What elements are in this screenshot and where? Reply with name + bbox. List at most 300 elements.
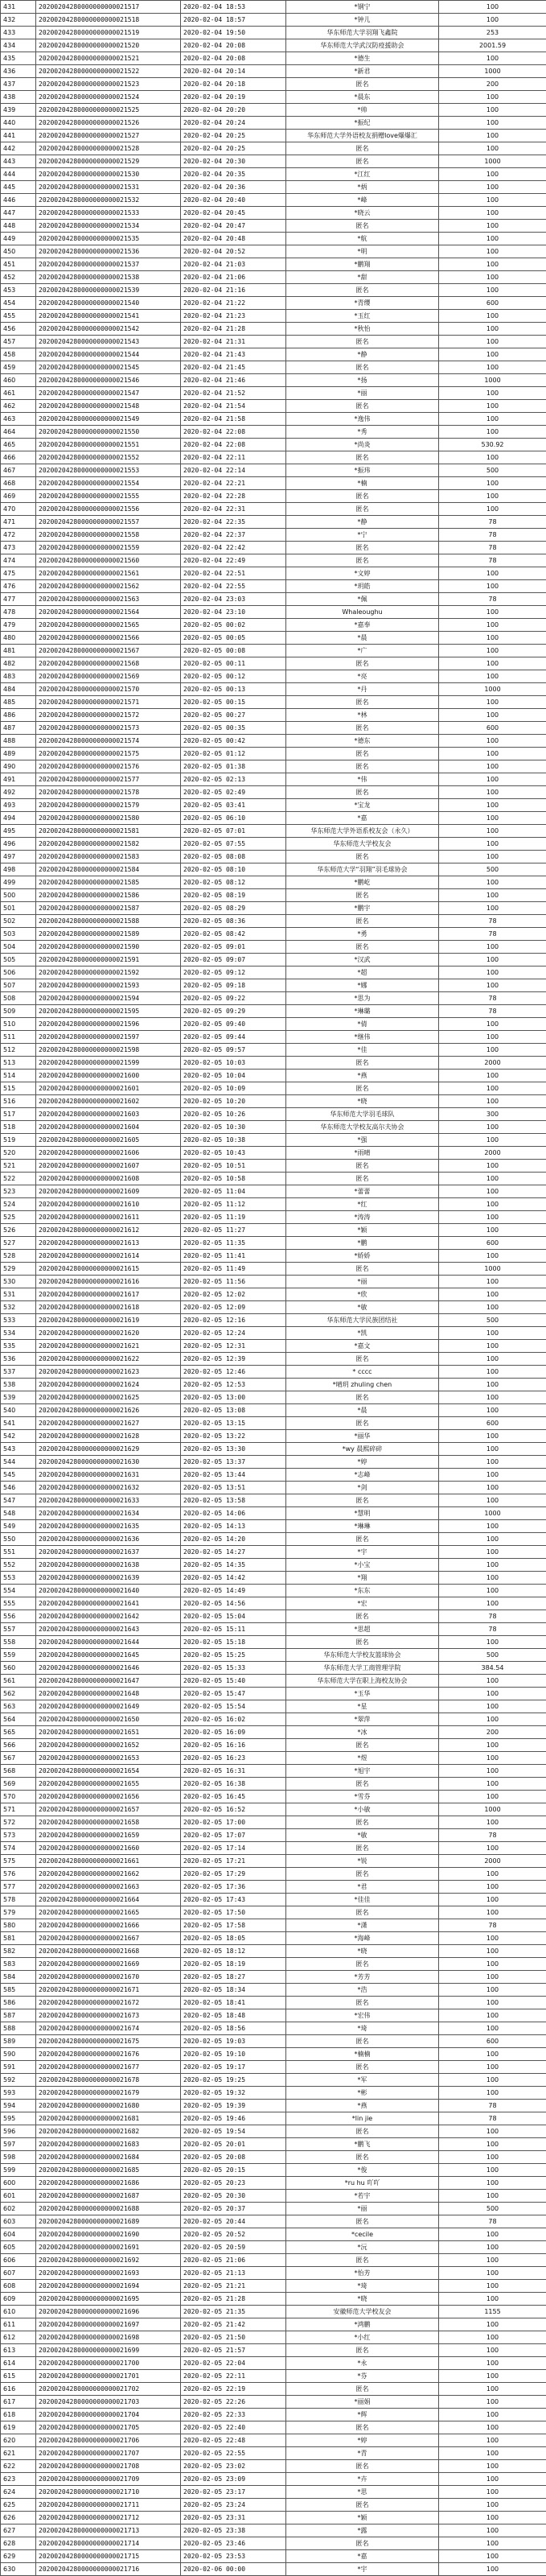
row-number: 489: [1, 748, 36, 760]
donation-amount: 100: [439, 1700, 546, 1713]
donation-time: 2020-02-04 21:43: [181, 348, 286, 361]
row-number: 455: [1, 310, 36, 323]
donation-amount: 100: [439, 1430, 546, 1443]
donation-amount: 100: [439, 1250, 546, 1263]
table-row: [1, 1868, 546, 1881]
order-number: 20200204280000000000021557: [36, 516, 181, 529]
donor-name: *芳芳: [286, 1971, 439, 1984]
donation-amount: 100: [439, 1018, 546, 1031]
order-number: 20200204280000000000021562: [36, 580, 181, 593]
row-number: 436: [1, 65, 36, 78]
table-row: [1, 812, 546, 825]
donation-amount: 100: [439, 2151, 546, 2164]
row-number: 466: [1, 451, 36, 464]
table-row: [1, 1198, 546, 1211]
table-row: [1, 1005, 546, 1018]
donation-amount: 100: [439, 1160, 546, 1173]
donation-amount: 100: [439, 1134, 546, 1147]
donation-amount: 1000: [439, 1263, 546, 1276]
order-number: 20200204280000000000021540: [36, 297, 181, 310]
donor-name: *卉: [286, 2473, 439, 2486]
donation-time: 2020-02-04 22:28: [181, 490, 286, 503]
donation-time: 2020-02-05 18:27: [181, 1971, 286, 1984]
order-number: 20200204280000000000021592: [36, 967, 181, 979]
row-number: 509: [1, 1005, 36, 1018]
donor-name: *晓云: [286, 207, 439, 220]
donation-time: 2020-02-05 08:08: [181, 851, 286, 863]
table-row: [1, 464, 546, 477]
donor-name: *楠: [286, 477, 439, 490]
order-number: 20200204280000000000021595: [36, 1005, 181, 1018]
table-row: [1, 1572, 546, 1585]
donation-time: 2020-02-04 21:45: [181, 361, 286, 374]
table-row: [1, 1662, 546, 1675]
table-row: [1, 104, 546, 117]
row-number: 560: [1, 1662, 36, 1675]
donor-name: *楠楠: [286, 2048, 439, 2061]
table-row: [1, 1160, 546, 1173]
donation-amount: 100: [439, 632, 546, 645]
row-number: 627: [1, 2524, 36, 2537]
donation-time: 2020-02-04 20:14: [181, 65, 286, 78]
row-number: 511: [1, 1031, 36, 1044]
donation-amount: 100: [439, 2344, 546, 2357]
row-number: 605: [1, 2241, 36, 2254]
donation-time: 2020-02-04 21:06: [181, 271, 286, 284]
table-row: [1, 1443, 546, 1456]
donation-amount: 100: [439, 426, 546, 439]
donation-amount: 100: [439, 1469, 546, 1482]
table-row: [1, 348, 546, 361]
order-number: 20200204280000000000021645: [36, 1649, 181, 1662]
order-number: 20200204280000000000021553: [36, 464, 181, 477]
donor-name: *钢宁: [286, 1, 439, 14]
donor-name: 匿名: [286, 1494, 439, 1507]
order-number: 20200204280000000000021632: [36, 1482, 181, 1494]
order-number: 20200204280000000000021607: [36, 1160, 181, 1173]
table-row: [1, 387, 546, 400]
table-row: [1, 2344, 546, 2357]
donor-name: *尚炎: [286, 439, 439, 451]
row-number: 475: [1, 567, 36, 580]
donation-time: 2020-02-05 02:13: [181, 773, 286, 786]
donor-name: *丽华: [286, 1430, 439, 1443]
donation-amount: 100: [439, 336, 546, 348]
donation-time: 2020-02-04 21:16: [181, 284, 286, 297]
donation-amount: 100: [439, 168, 546, 181]
donation-time: 2020-02-04 20:40: [181, 194, 286, 207]
donation-time: 2020-02-05 16:31: [181, 1765, 286, 1778]
donor-name: *炳: [286, 181, 439, 194]
order-number: 20200204280000000000021705: [36, 2421, 181, 2434]
order-number: 20200204280000000000021606: [36, 1147, 181, 1160]
table-row: [1, 2138, 546, 2151]
table-row: [1, 1494, 546, 1507]
row-number: 484: [1, 683, 36, 696]
donor-name: *辉: [286, 2409, 439, 2421]
row-number: 468: [1, 477, 36, 490]
donation-time: 2020-02-05 16:02: [181, 1713, 286, 1726]
donation-amount: 100: [439, 580, 546, 593]
table-row: [1, 477, 546, 490]
table-row: [1, 27, 546, 39]
order-number: 20200204280000000000021634: [36, 1507, 181, 1520]
order-number: 20200204280000000000021639: [36, 1572, 181, 1585]
order-number: 20200204280000000000021653: [36, 1752, 181, 1765]
donation-time: 2020-02-05 12:31: [181, 1340, 286, 1353]
donation-time: 2020-02-05 09:22: [181, 992, 286, 1005]
donation-time: 2020-02-05 22:26: [181, 2396, 286, 2409]
row-number: 604: [1, 2228, 36, 2241]
row-number: 524: [1, 1198, 36, 1211]
donation-time: 2020-02-05 20:44: [181, 2215, 286, 2228]
donation-time: 2020-02-04 22:14: [181, 464, 286, 477]
row-number: 545: [1, 1469, 36, 1482]
donor-name: 匿名: [286, 361, 439, 374]
donation-amount: 100: [439, 657, 546, 670]
row-number: 503: [1, 928, 36, 941]
order-number: 20200204280000000000021600: [36, 1070, 181, 1082]
donor-name: *鹏: [286, 1237, 439, 1250]
order-number: 20200204280000000000021550: [36, 426, 181, 439]
row-number: 617: [1, 2396, 36, 2409]
donation-amount: 100: [439, 2524, 546, 2537]
donation-amount: 100: [439, 413, 546, 426]
donation-amount: 78: [439, 529, 546, 542]
row-number: 542: [1, 1430, 36, 1443]
row-number: 457: [1, 336, 36, 348]
row-number: 556: [1, 1610, 36, 1623]
donor-name: *振纪: [286, 117, 439, 130]
donation-time: 2020-02-04 21:31: [181, 336, 286, 348]
order-number: 20200204280000000000021660: [36, 1842, 181, 1855]
donation-amount: 100: [439, 91, 546, 104]
donation-amount: 1000: [439, 1507, 546, 1520]
row-number: 523: [1, 1185, 36, 1198]
table-row: [1, 1379, 546, 1391]
order-number: 20200204280000000000021539: [36, 284, 181, 297]
donation-amount: 600: [439, 2035, 546, 2048]
donation-amount: 78: [439, 915, 546, 928]
table-row: [1, 1945, 546, 1958]
donation-time: 2020-02-05 12:16: [181, 1314, 286, 1327]
order-number: 20200204280000000000021668: [36, 1945, 181, 1958]
donation-amount: 100: [439, 2550, 546, 2563]
order-number: 20200204280000000000021614: [36, 1250, 181, 1263]
donor-name: 匿名: [286, 941, 439, 954]
donor-name: *wy 晨熙碎碎: [286, 1443, 439, 1456]
donor-name: *军: [286, 2074, 439, 2087]
donation-time: 2020-02-05 18:05: [181, 1932, 286, 1945]
donation-time: 2020-02-04 20:25: [181, 142, 286, 155]
table-row: [1, 1984, 546, 1997]
donor-name: *峰: [286, 194, 439, 207]
row-number: 596: [1, 2125, 36, 2138]
row-number: 465: [1, 439, 36, 451]
row-number: 579: [1, 1906, 36, 1919]
donation-time: 2020-02-04 22:35: [181, 516, 286, 529]
donor-name: 匿名: [286, 142, 439, 155]
order-number: 20200204280000000000021673: [36, 2009, 181, 2022]
donor-name: *丹: [286, 683, 439, 696]
donation-amount: 100: [439, 1546, 546, 1559]
donation-amount: 100: [439, 194, 546, 207]
donation-time: 2020-02-06 00:00: [181, 2563, 286, 2576]
donation-amount: 100: [439, 670, 546, 683]
donation-time: 2020-02-05 19:17: [181, 2061, 286, 2074]
row-number: 615: [1, 2370, 36, 2383]
order-number: 20200204280000000000021706: [36, 2434, 181, 2447]
order-number: 20200204280000000000021572: [36, 709, 181, 722]
row-number: 622: [1, 2460, 36, 2473]
order-number: 20200204280000000000021715: [36, 2550, 181, 2563]
donor-name: *宇: [286, 1546, 439, 1559]
donor-name: *倩: [286, 1018, 439, 1031]
donation-amount: 78: [439, 1610, 546, 1623]
order-number: 20200204280000000000021559: [36, 542, 181, 554]
order-number: 20200204280000000000021523: [36, 78, 181, 91]
donation-time: 2020-02-05 09:18: [181, 979, 286, 992]
table-row: [1, 1881, 546, 1894]
donation-time: 2020-02-05 12:24: [181, 1327, 286, 1340]
order-number: 20200204280000000000021530: [36, 168, 181, 181]
row-number: 541: [1, 1417, 36, 1430]
donation-amount: 100: [439, 2512, 546, 2524]
order-number: 20200204280000000000021643: [36, 1623, 181, 1636]
row-number: 448: [1, 220, 36, 233]
order-number: 20200204280000000000021709: [36, 2473, 181, 2486]
donation-time: 2020-02-05 17:14: [181, 1842, 286, 1855]
order-number: 20200204280000000000021700: [36, 2357, 181, 2370]
donor-name: 匿名: [286, 2125, 439, 2138]
donation-amount: 100: [439, 838, 546, 851]
row-number: 518: [1, 1121, 36, 1134]
donation-amount: 384.54: [439, 1662, 546, 1675]
order-number: 20200204280000000000021520: [36, 39, 181, 52]
row-number: 581: [1, 1932, 36, 1945]
table-row: [1, 1971, 546, 1984]
donor-name: *嘉: [286, 2550, 439, 2563]
order-number: 20200204280000000000021591: [36, 954, 181, 967]
table-row: [1, 2512, 546, 2524]
row-number: 527: [1, 1237, 36, 1250]
donor-name: *颖: [286, 2512, 439, 2524]
row-number: 580: [1, 1919, 36, 1932]
order-number: 20200204280000000000021529: [36, 155, 181, 168]
order-number: 20200204280000000000021604: [36, 1121, 181, 1134]
donation-time: 2020-02-05 12:46: [181, 1366, 286, 1379]
donor-name: *静: [286, 348, 439, 361]
order-number: 20200204280000000000021631: [36, 1469, 181, 1482]
table-row: [1, 258, 546, 271]
row-number: 572: [1, 1816, 36, 1829]
table-row: [1, 1404, 546, 1417]
table-row: [1, 1636, 546, 1649]
donation-time: 2020-02-05 23:09: [181, 2473, 286, 2486]
row-number: 547: [1, 1494, 36, 1507]
table-row: [1, 439, 546, 451]
row-number: 502: [1, 915, 36, 928]
donation-time: 2020-02-05 20:15: [181, 2164, 286, 2177]
donation-time: 2020-02-05 15:04: [181, 1610, 286, 1623]
row-number: 593: [1, 2087, 36, 2100]
row-number: 476: [1, 580, 36, 593]
table-row: [1, 1700, 546, 1713]
row-number: 592: [1, 2074, 36, 2087]
order-number: 20200204280000000000021655: [36, 1778, 181, 1791]
order-number: 20200204280000000000021637: [36, 1546, 181, 1559]
donor-name: 匿名: [286, 2254, 439, 2267]
order-number: 20200204280000000000021644: [36, 1636, 181, 1649]
donor-name: 华东师范大学羽翔飞鑫院: [286, 27, 439, 39]
order-number: 20200204280000000000021670: [36, 1971, 181, 1984]
order-number: 20200204280000000000021517: [36, 1, 181, 14]
row-number: 447: [1, 207, 36, 220]
table-row: [1, 2499, 546, 2512]
donation-amount: 78: [439, 928, 546, 941]
order-number: 20200204280000000000021613: [36, 1237, 181, 1250]
donor-name: *宏: [286, 1597, 439, 1610]
donation-time: 2020-02-05 13:37: [181, 1456, 286, 1469]
donation-amount: 100: [439, 1379, 546, 1391]
order-number: 20200204280000000000021593: [36, 979, 181, 992]
donor-name: *海峰: [286, 1932, 439, 1945]
donation-amount: 2000: [439, 1855, 546, 1868]
table-row: [1, 1082, 546, 1095]
donation-amount: 100: [439, 2164, 546, 2177]
donation-time: 2020-02-05 19:25: [181, 2074, 286, 2087]
order-number: 20200204280000000000021578: [36, 786, 181, 799]
row-number: 522: [1, 1173, 36, 1185]
row-number: 624: [1, 2486, 36, 2499]
donation-time: 2020-02-05 00:42: [181, 735, 286, 748]
donation-amount: 1155: [439, 2306, 546, 2318]
donation-time: 2020-02-05 11:56: [181, 1276, 286, 1288]
row-number: 630: [1, 2563, 36, 2576]
donation-amount: 100: [439, 1482, 546, 1494]
donation-time: 2020-02-05 00:08: [181, 645, 286, 657]
donation-time: 2020-02-05 10:09: [181, 1082, 286, 1095]
table-row: [1, 400, 546, 413]
donation-amount: 600: [439, 722, 546, 735]
table-row: [1, 1585, 546, 1597]
donation-amount: 100: [439, 1791, 546, 1803]
table-row: [1, 2177, 546, 2190]
donation-amount: 78: [439, 516, 546, 529]
table-row: [1, 1391, 546, 1404]
donation-time: 2020-02-05 10:38: [181, 1134, 286, 1147]
row-number: 433: [1, 27, 36, 39]
donation-time: 2020-02-05 01:12: [181, 748, 286, 760]
table-row: [1, 1314, 546, 1327]
donation-time: 2020-02-05 18:12: [181, 1945, 286, 1958]
table-row: [1, 1610, 546, 1623]
row-number: 483: [1, 670, 36, 683]
donation-amount: 100: [439, 14, 546, 27]
donor-name: 匿名: [286, 1958, 439, 1971]
donation-time: 2020-02-05 14:27: [181, 1546, 286, 1559]
donation-time: 2020-02-05 20:30: [181, 2190, 286, 2203]
order-number: 20200204280000000000021628: [36, 1430, 181, 1443]
donation-time: 2020-02-05 15:11: [181, 1623, 286, 1636]
donor-name: 华东师范大学羽毛球队: [286, 1108, 439, 1121]
donor-name: *钟儿: [286, 14, 439, 27]
donation-amount: 100: [439, 2280, 546, 2293]
table-row: [1, 580, 546, 593]
row-number: 501: [1, 902, 36, 915]
table-row: [1, 1276, 546, 1288]
table-row: [1, 1816, 546, 1829]
donor-name: *敏: [286, 1301, 439, 1314]
table-row: [1, 941, 546, 954]
donation-time: 2020-02-05 17:50: [181, 1906, 286, 1919]
donation-time: 2020-02-04 20:52: [181, 245, 286, 258]
table-row: [1, 490, 546, 503]
table-row: [1, 2486, 546, 2499]
donation-time: 2020-02-05 14:06: [181, 1507, 286, 1520]
table-row: [1, 1688, 546, 1700]
donation-time: 2020-02-05 10:43: [181, 1147, 286, 1160]
order-number: 20200204280000000000021545: [36, 361, 181, 374]
donation-amount: 100: [439, 142, 546, 155]
order-number: 20200204280000000000021682: [36, 2125, 181, 2138]
row-number: 614: [1, 2357, 36, 2370]
order-number: 20200204280000000000021648: [36, 1688, 181, 1700]
donor-name: 华东师范大学外语系校友会（永久）: [286, 825, 439, 838]
order-number: 20200204280000000000021672: [36, 1997, 181, 2009]
donation-amount: 100: [439, 954, 546, 967]
donor-name: 匿名: [286, 1353, 439, 1366]
row-number: 514: [1, 1070, 36, 1082]
order-number: 20200204280000000000021571: [36, 696, 181, 709]
donor-name: *琳琳: [286, 1520, 439, 1533]
row-number: 616: [1, 2383, 36, 2396]
donation-time: 2020-02-05 15:25: [181, 1649, 286, 1662]
order-number: 20200204280000000000021596: [36, 1018, 181, 1031]
row-number: 566: [1, 1739, 36, 1752]
donation-time: 2020-02-05 06:10: [181, 812, 286, 825]
donor-name: *勇: [286, 928, 439, 941]
table-row: [1, 361, 546, 374]
order-number: 20200204280000000000021586: [36, 889, 181, 902]
donor-name: 匿名: [286, 851, 439, 863]
donation-time: 2020-02-05 23:31: [181, 2512, 286, 2524]
donation-time: 2020-02-05 13:58: [181, 1494, 286, 1507]
row-number: 567: [1, 1752, 36, 1765]
table-row: [1, 1430, 546, 1443]
donation-amount: 600: [439, 1417, 546, 1430]
donation-time: 2020-02-05 18:19: [181, 1958, 286, 1971]
donation-time: 2020-02-05 12:53: [181, 1379, 286, 1391]
row-number: 607: [1, 2267, 36, 2280]
table-row: [1, 1765, 546, 1778]
donation-amount: 100: [439, 851, 546, 863]
donation-amount: 100: [439, 1932, 546, 1945]
donation-amount: 100: [439, 1456, 546, 1469]
table-row: [1, 863, 546, 876]
order-number: 20200204280000000000021549: [36, 413, 181, 426]
donor-name: 匿名: [286, 2061, 439, 2074]
table-row: [1, 1726, 546, 1739]
order-number: 20200204280000000000021635: [36, 1520, 181, 1533]
order-number: 20200204280000000000021531: [36, 181, 181, 194]
donation-time: 2020-02-05 13:22: [181, 1430, 286, 1443]
table-row: [1, 194, 546, 207]
donation-time: 2020-02-05 03:41: [181, 799, 286, 812]
order-number: 20200204280000000000021609: [36, 1185, 181, 1198]
donation-amount: 100: [439, 2267, 546, 2280]
table-row: [1, 1263, 546, 1276]
